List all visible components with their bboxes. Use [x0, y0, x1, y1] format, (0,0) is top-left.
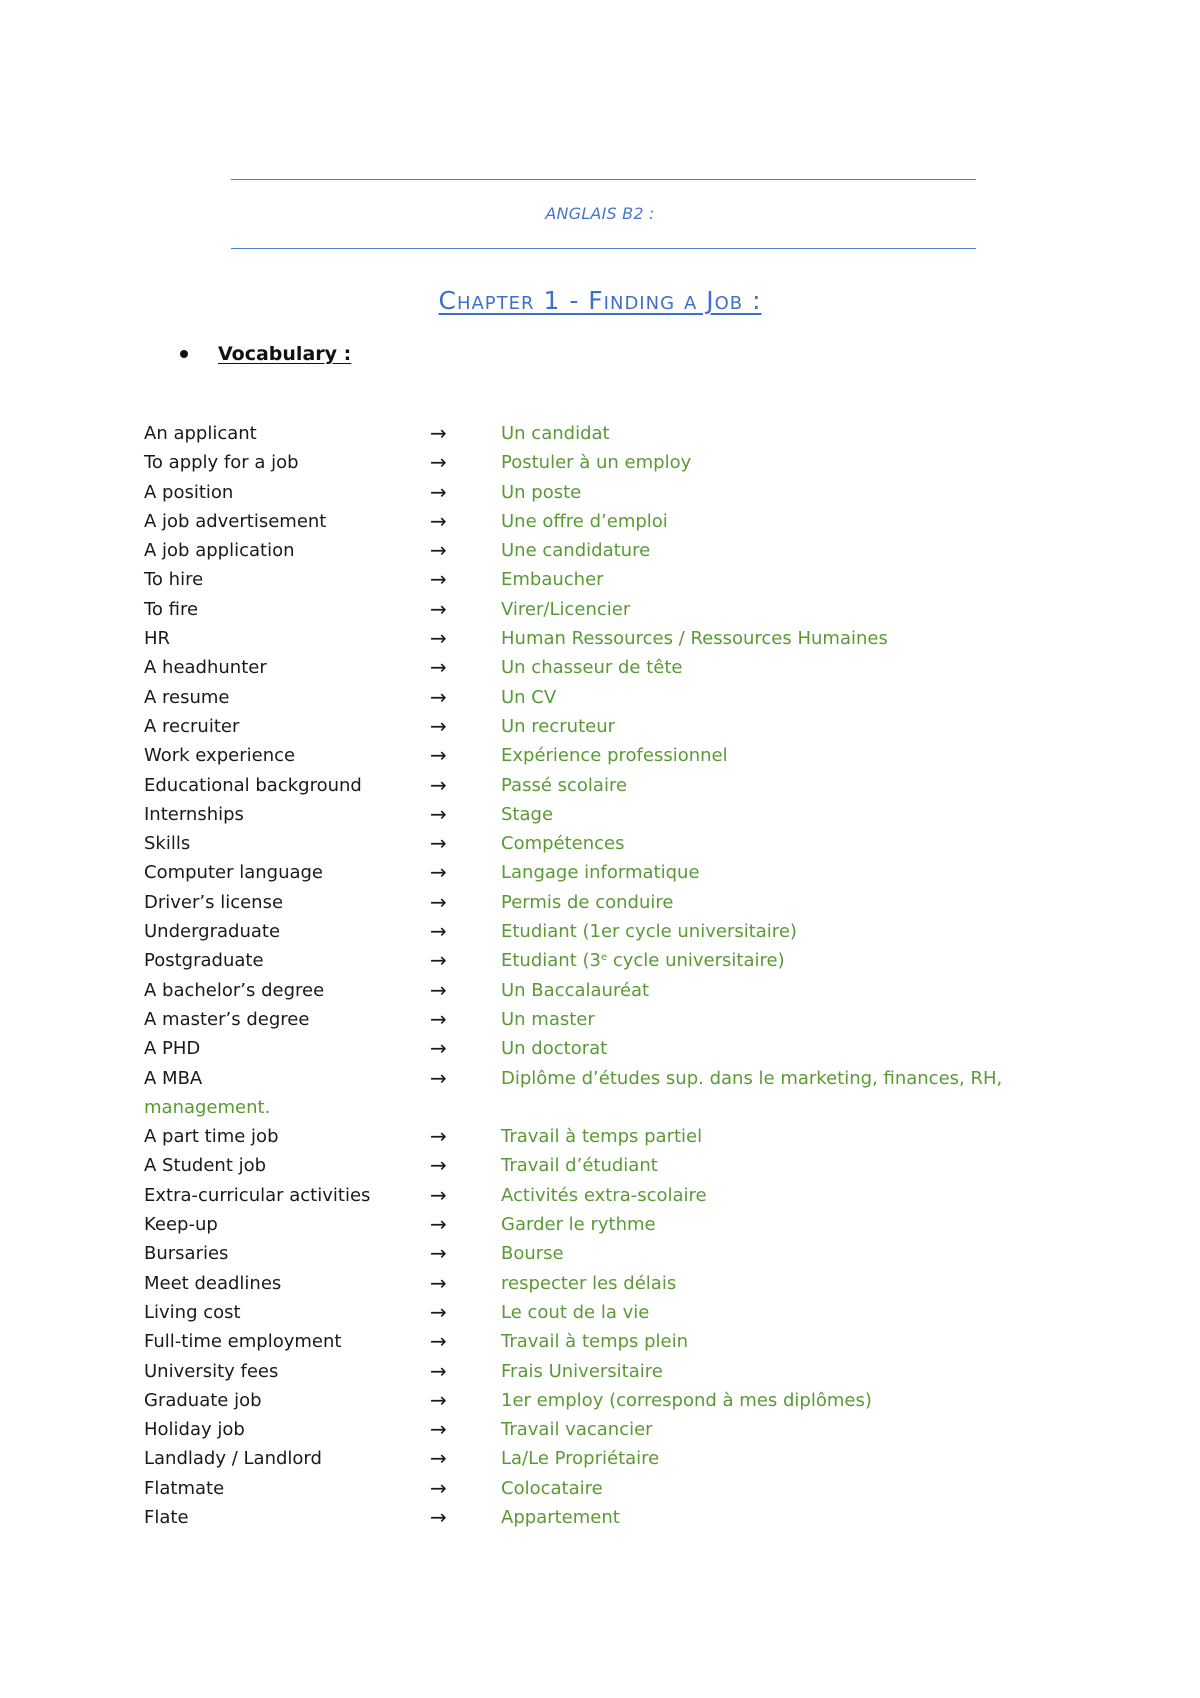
english-term: To apply for a job — [144, 452, 299, 474]
vocabulary-row — [0, 536, 1200, 565]
vocabulary-row — [0, 1503, 1200, 1532]
french-translation: Un Baccalauréat — [501, 979, 650, 1001]
english-term: Living cost — [144, 1301, 241, 1323]
french-translation: Le cout de la vie — [501, 1301, 650, 1323]
french-translation: Human Ressources / Ressources Humaines — [501, 628, 888, 650]
vocabulary-row — [0, 1239, 1200, 1268]
english-term: Meet deadlines — [144, 1272, 282, 1294]
french-translation: Postuler à un employ — [501, 452, 692, 474]
vocabulary-row — [0, 917, 1200, 946]
french-translation: Activités extra-scolaire — [501, 1184, 707, 1206]
arrow-right-icon: → — [430, 889, 447, 914]
vocabulary-row — [0, 1122, 1200, 1151]
vocabulary-row — [0, 1386, 1200, 1415]
vocabulary-row — [0, 858, 1200, 887]
arrow-right-icon: → — [430, 1124, 447, 1149]
english-term: A resume — [144, 686, 230, 708]
arrow-right-icon: → — [430, 1475, 447, 1500]
english-term: A job advertisement — [144, 510, 327, 532]
arrow-right-icon: → — [430, 772, 447, 797]
french-translation: Etudiant (1er cycle universitaire) — [501, 921, 797, 943]
french-translation: Un chasseur de tête — [501, 657, 683, 679]
vocabulary-row-continuation — [0, 1093, 1200, 1122]
vocabulary-row — [0, 565, 1200, 594]
vocabulary-row — [0, 507, 1200, 536]
french-translation: Diplôme d’études sup. dans le marketing, finances, RH, — [501, 1067, 1003, 1089]
french-translation: Bourse — [501, 1243, 564, 1265]
superscript: e — [600, 952, 608, 964]
french-translation: Travail à temps plein — [501, 1331, 689, 1353]
vocabulary-row — [0, 1415, 1200, 1444]
english-term: To hire — [144, 569, 204, 591]
vocabulary-row — [0, 976, 1200, 1005]
arrow-right-icon: → — [430, 801, 447, 826]
vocabulary-row — [0, 1298, 1200, 1327]
english-term: Educational background — [144, 774, 362, 796]
french-translation: Travail à temps partiel — [501, 1126, 703, 1148]
arrow-right-icon: → — [430, 743, 447, 768]
english-term: Computer language — [144, 862, 324, 884]
arrow-right-icon: → — [430, 1065, 447, 1090]
english-term: A PHD — [144, 1038, 201, 1060]
french-translation: Un doctorat — [501, 1038, 608, 1060]
english-term: Driver’s license — [144, 891, 284, 913]
french-translation: Compétences — [501, 833, 625, 855]
french-translation: Un candidat — [501, 423, 610, 444]
arrow-right-icon: → — [430, 1446, 447, 1471]
arrow-right-icon: → — [430, 1182, 447, 1207]
french-translation: Permis de conduire — [501, 891, 674, 913]
arrow-right-icon: → — [430, 860, 447, 885]
french-translation-continuation: management. — [144, 1096, 271, 1118]
french-translation: 1er employ (correspond à mes diplômes) — [501, 1389, 872, 1411]
english-term: Undergraduate — [144, 921, 281, 943]
english-term: HR — [144, 628, 171, 650]
vocabulary-row — [0, 478, 1200, 507]
vocabulary-row — [0, 653, 1200, 682]
arrow-right-icon: → — [430, 655, 447, 680]
chapter-title: Chapter 1 - Finding a Job : — [438, 286, 762, 315]
vocabulary-row — [0, 1474, 1200, 1503]
english-term: Extra-curricular activities — [144, 1184, 371, 1206]
arrow-right-icon: → — [430, 421, 447, 445]
french-translation: Un poste — [501, 481, 582, 503]
arrow-right-icon: → — [430, 1329, 447, 1354]
french-translation: Travail vacancier — [501, 1419, 653, 1441]
vocabulary-row — [0, 712, 1200, 741]
french-translation: Embaucher — [501, 569, 604, 591]
vocabulary-row — [0, 1269, 1200, 1298]
arrow-right-icon: → — [430, 919, 447, 944]
french-translation: Un CV — [501, 686, 557, 708]
header-rule-bottom — [231, 248, 976, 249]
arrow-right-icon: → — [430, 1417, 447, 1442]
english-term: A master’s degree — [144, 1008, 310, 1030]
french-translation: Stage — [501, 803, 554, 825]
vocabulary-row — [0, 595, 1200, 624]
vocabulary-row — [0, 800, 1200, 829]
vocabulary-row — [0, 888, 1200, 917]
section-heading — [180, 343, 351, 365]
vocabulary-row — [0, 1005, 1200, 1034]
arrow-right-icon: → — [430, 1504, 447, 1529]
section-title: Vocabulary : — [218, 343, 352, 365]
vocabulary-row — [0, 1034, 1200, 1063]
arrow-right-icon: → — [430, 479, 447, 504]
vocabulary-row — [0, 1327, 1200, 1356]
arrow-right-icon: → — [430, 948, 447, 973]
english-term: A part time job — [144, 1126, 279, 1148]
english-term: Graduate job — [144, 1389, 262, 1411]
arrow-right-icon: → — [430, 626, 447, 651]
arrow-right-icon: → — [430, 684, 447, 709]
english-term: University fees — [144, 1360, 279, 1382]
english-term: Flate — [144, 1506, 189, 1528]
vocabulary-row — [0, 419, 1200, 448]
english-term: Keep-up — [144, 1214, 218, 1236]
arrow-right-icon: → — [430, 508, 447, 533]
arrow-right-icon: → — [430, 1387, 447, 1412]
arrow-right-icon: → — [430, 1153, 447, 1178]
bullet-icon — [180, 350, 188, 358]
french-translation: Colocataire — [501, 1477, 603, 1499]
french-translation: Travail d’étudiant — [501, 1155, 658, 1177]
french-translation: Appartement — [501, 1506, 620, 1528]
vocabulary-row — [0, 829, 1200, 858]
vocabulary-row — [0, 741, 1200, 770]
english-term: A position — [144, 481, 234, 503]
vocabulary-row — [0, 1181, 1200, 1210]
vocabulary-row — [0, 1444, 1200, 1473]
english-term: A job application — [144, 540, 295, 562]
chapter-heading — [0, 286, 1200, 315]
french-translation: La/Le Propriétaire — [501, 1448, 660, 1470]
vocabulary-row — [0, 1151, 1200, 1180]
arrow-right-icon: → — [430, 450, 447, 475]
english-term: Skills — [144, 833, 191, 855]
vocabulary-row — [0, 1357, 1200, 1386]
vocabulary-row — [0, 1210, 1200, 1239]
vocabulary-row — [0, 771, 1200, 800]
vocabulary-list — [0, 419, 1200, 1532]
vocabulary-row — [0, 448, 1200, 477]
vocabulary-row — [0, 683, 1200, 712]
arrow-right-icon: → — [430, 1241, 447, 1266]
arrow-right-icon: → — [430, 713, 447, 738]
arrow-right-icon: → — [430, 596, 447, 621]
arrow-right-icon: → — [430, 977, 447, 1002]
english-term: A recruiter — [144, 715, 240, 737]
french-translation: Une candidature — [501, 540, 651, 562]
french-translation: Expérience professionnel — [501, 745, 728, 767]
arrow-right-icon: → — [430, 1036, 447, 1061]
french-translation: Un master — [501, 1008, 595, 1030]
english-term: Holiday job — [144, 1419, 245, 1441]
english-term: Postgraduate — [144, 950, 264, 972]
arrow-right-icon: → — [430, 1358, 447, 1383]
english-term: Bursaries — [144, 1243, 229, 1265]
french-translation: Un recruteur — [501, 715, 616, 737]
french-translation: Passé scolaire — [501, 774, 628, 796]
english-term: Full-time employment — [144, 1331, 342, 1353]
french-translation-part: Etudiant (3 — [501, 950, 601, 972]
header-title: ANGLAIS B2 : — [545, 204, 655, 223]
english-term: Work experience — [144, 745, 296, 767]
header-rule-top — [231, 179, 976, 180]
vocabulary-row — [0, 1064, 1200, 1093]
french-translation: respecter les délais — [501, 1272, 677, 1294]
french-translation: Garder le rythme — [501, 1214, 656, 1236]
french-translation — [501, 946, 785, 975]
english-term: A Student job — [144, 1155, 267, 1177]
arrow-right-icon: → — [430, 1212, 447, 1237]
arrow-right-icon: → — [430, 567, 447, 592]
english-term: Internships — [144, 803, 244, 825]
arrow-right-icon: → — [430, 1270, 447, 1295]
english-term: To fire — [144, 598, 199, 620]
vocabulary-row — [0, 946, 1200, 975]
french-translation: Frais Universitaire — [501, 1360, 663, 1382]
arrow-right-icon: → — [430, 1006, 447, 1031]
french-translation: Une offre d’emploi — [501, 510, 668, 532]
french-translation: Langage informatique — [501, 862, 700, 884]
french-translation-part: cycle universitaire) — [607, 950, 785, 972]
english-term: Flatmate — [144, 1477, 225, 1499]
english-term: A bachelor’s degree — [144, 979, 325, 1001]
arrow-right-icon: → — [430, 1299, 447, 1324]
french-translation: Virer/Licencier — [501, 598, 631, 620]
vocabulary-row — [0, 624, 1200, 653]
english-term: A MBA — [144, 1067, 203, 1089]
arrow-right-icon: → — [430, 831, 447, 856]
english-term: Landlady / Landlord — [144, 1448, 322, 1470]
english-term: An applicant — [144, 423, 257, 444]
english-term: A headhunter — [144, 657, 267, 679]
arrow-right-icon: → — [430, 538, 447, 563]
